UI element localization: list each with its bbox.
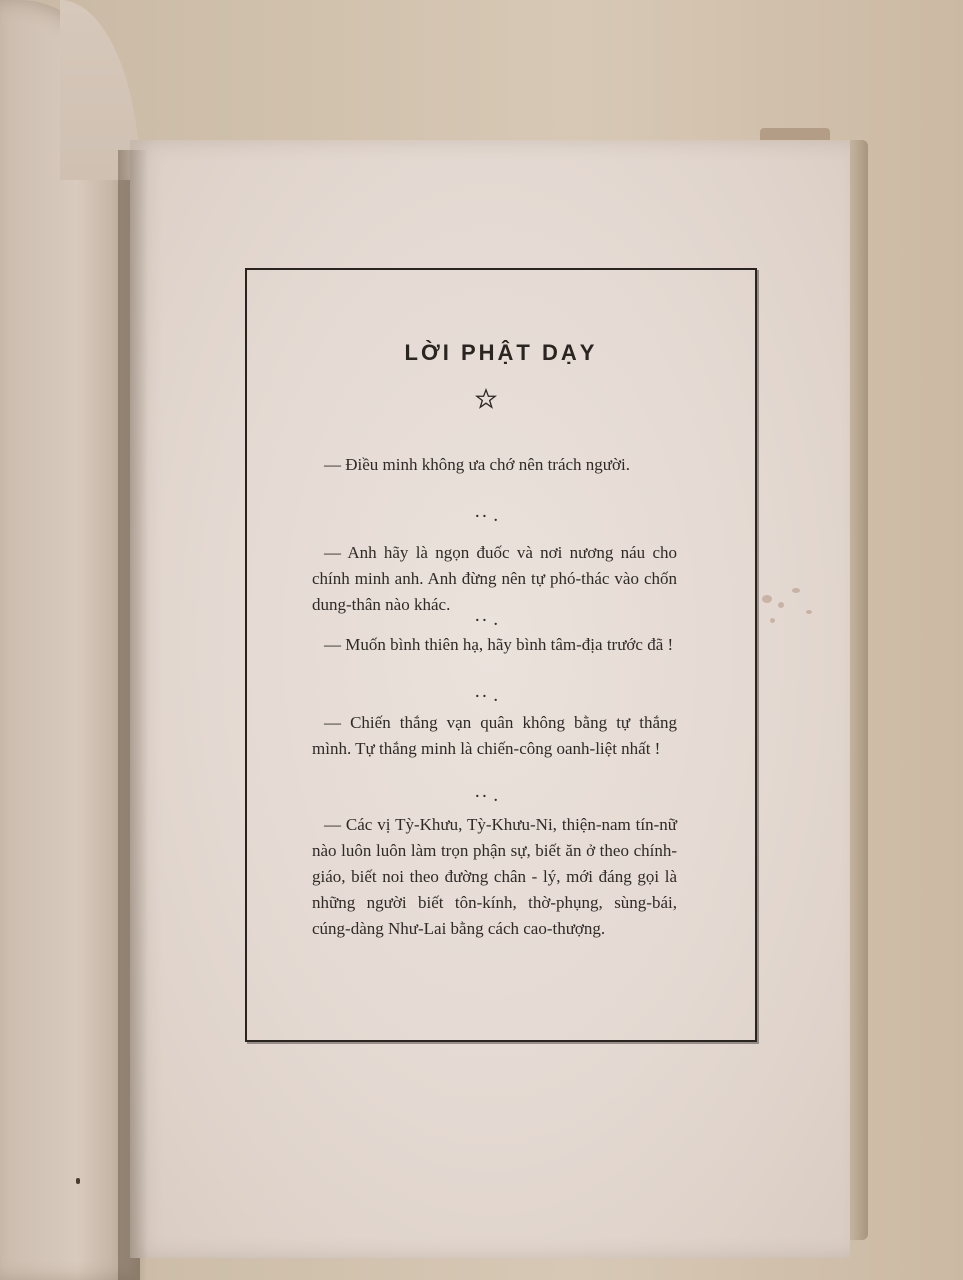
star-outline-icon	[475, 388, 497, 410]
stain	[770, 618, 775, 623]
separator-3: ⠐⠂⠄	[470, 690, 504, 706]
separator-1: ⠐⠂⠄	[470, 510, 504, 526]
stain	[778, 602, 784, 608]
ink-mark	[76, 1178, 80, 1184]
quote-frame	[245, 268, 757, 1042]
quote-5: — Các vị Tỳ-Khưu, Tỳ-Khưu-Ni, thiện-nam tín-nữ nào luôn luôn làm trọn phận sự, biết ăn ở theo chính-giáo, biết noi theo đường chân - lý, mới đáng gọi là những người biết tôn-kính, thờ-phụng, sùng-bái, cúng-dàng Như-Lai bằng cách cao-thượng.	[312, 815, 677, 938]
separator-2: ⠐⠂⠄	[470, 614, 504, 630]
stain	[762, 595, 772, 603]
stain	[806, 610, 812, 614]
quote-4: — Chiến thắng vạn quân không bằng tự thắng mình. Tự thắng minh là chiến-công oanh-liệt nhất !	[312, 713, 677, 758]
quote-3: — Muốn bình thiên hạ, hãy bình tâm-địa trước đã !	[324, 635, 674, 654]
separator-4: ⠐⠂⠄	[470, 790, 504, 806]
page-title: LỜI PHẬT DẠY	[404, 340, 598, 365]
quote-2: — Anh hãy là ngọn đuốc và nơi nương náu cho chính minh anh. Anh đừng nên tự phó-thác vào chốn dung-thân nào khác.	[312, 543, 677, 614]
gutter-shadow	[118, 150, 148, 1280]
quote-1: — Điều minh không ưa chớ nên trách người.	[324, 455, 630, 474]
stain	[792, 588, 800, 593]
